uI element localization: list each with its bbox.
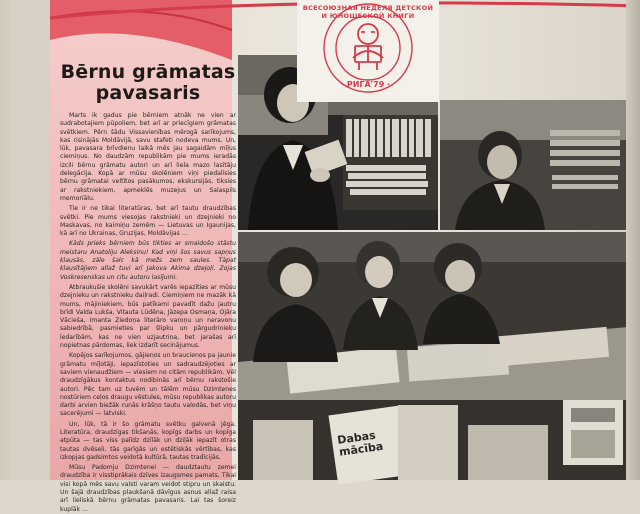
photo-boy-at-shelf — [440, 100, 628, 230]
article-paragraph: Kopējos sarīkojumos, gājienos un braucienos pa jaunie grāmatu mīļotāji, iepazīstoties un sadraudzējoties ar saviem vienaudžiem — viesiem no citām republikām. Vēl draudzīgākus kontaktus nodibinās arī bērnu rakstošie autori. Pēc tam uz tuvēm un tālēm mūsu Dzimtenes nostūriem ceļos draugu vēstules, mūsu republikas autoru darbi arvien biežāk runās krāšņo tautu valodās, bet viņu sacerējumi — latviski. — [60, 352, 236, 418]
photo-books-display — [238, 400, 628, 480]
article-headline — [60, 62, 236, 104]
headline-line-1: Bērnu grāmatas — [60, 61, 236, 83]
article-paragraph: Mūsu Padomju Dzimtenei — daudztautu zemei draudzība ir visstiprākais dzīves izaugsmes pamats. Tikai visi kopā mēs savu valsti varam veidot stipru un skaistu. Un šajā draudzības plaukšanā dāvīgus asnus allaž raisa arī lieliskā bērnu grāmatas pavasaris. Lai tas šoreiz kuplāk … — [60, 464, 236, 513]
headline-line-2: pavasaris — [95, 82, 201, 104]
book-title-dabas-macibas: Dabas mācība — [336, 428, 385, 459]
article-column — [60, 61, 236, 513]
article-paragraph: Kāds prieks bērniem būs tikties ar smaidošo stāstu meistaru Anatoliju Aleksinu! Kad viņi šos savus sapņus klausās, zāle šalc kā mežs zem saules. Tāpat klausītājiem allaž tuvi arī Jakova Akima dzejoļi. Zojas Voskresenskas un citu autoru lasījumi. — [60, 240, 236, 281]
photo-children-reading — [238, 232, 628, 400]
article-paragraph: Atbraukušie skolēni savukārt varēs iepazīties ar mūsu dzejnieku un rakstnieku daiļradi. Ciemiņiem ne mazāk kā mums, mājiniekiem, būs patīkami pavadīt dažu jautru brīdi Valda Lukša, Vitauta Lūdēna, Jāzepa Osmaņa, Ojāra Vācieša, Imanta Ziedoņa literāro varoņu un neravonu sabiedrībā, pasmieties par šlipku un pārgudrinieku īedarībām, kas ne vien uzjautrina, bet jarašas arī nopietnas pārdomas, liek izdarīt secinājumus. — [60, 283, 236, 350]
emblem-arc-label: ВСЕСОЮЗНАЯ НЕДЕЛЯ ДЕТСКОЙ И ЮНОШЕСКОЙ КНИГИ — [302, 4, 434, 20]
emblem-city-year: · РИГА'79 · — [341, 80, 391, 89]
article-paragraph: Tie ir ne tikai literatūras, bet arī tautu draudzības svētki. Pie mums viesojas rakstnieki un dzejnieki no Maskavas, no kaimiņu zemēm — Lietuvas un Igaunijas, kā arī no Ukrainas, Gruzijas, Moldāvijas … — [60, 205, 236, 238]
article-paragraph: Un, lūk, tā ir šo grāmatu svētku galvenā jēga. Literatūra, draudzīgas tikšanās, kopīgs darbs un kopīga atpūta — tas viss palīdz dzīlāk un dziļāk iepazīt otras tautas dvēseli, tās garīgās un estētiskās vērtības, kas izkopjas gadsimtos veidotā kultūrā, tautas tradīcijās. — [60, 420, 236, 461]
page-edge — [626, 0, 640, 480]
article-paragraph: Marts ik gadus pie bērniem atnāk ne vien ar sudrabotajiem pūpoliem, bet arī ar priecīgiem grāmatas svētkiem. Pērn šādu Vissavienības mērogā sarīkojums, kas risinājās Moldāvijā, savu stafeti nodeva mums. Un, lūk, pavasara brīvdienu laikā mēs jau sagaidām mīļus ciemiņus. No daudzām republikām pie mums ieradās izcili bērnu grāmatu autori un arī liela mazo lasītāju delegācija. Kopā ar mūsu skolēniem viņi piedalīsies bērnu grāmatai veltītos pasākumos, ekskursijās, tiksies ar rakstniekiem, apmeklēs muzejus un Salaspils memoriālu. — [60, 112, 236, 202]
